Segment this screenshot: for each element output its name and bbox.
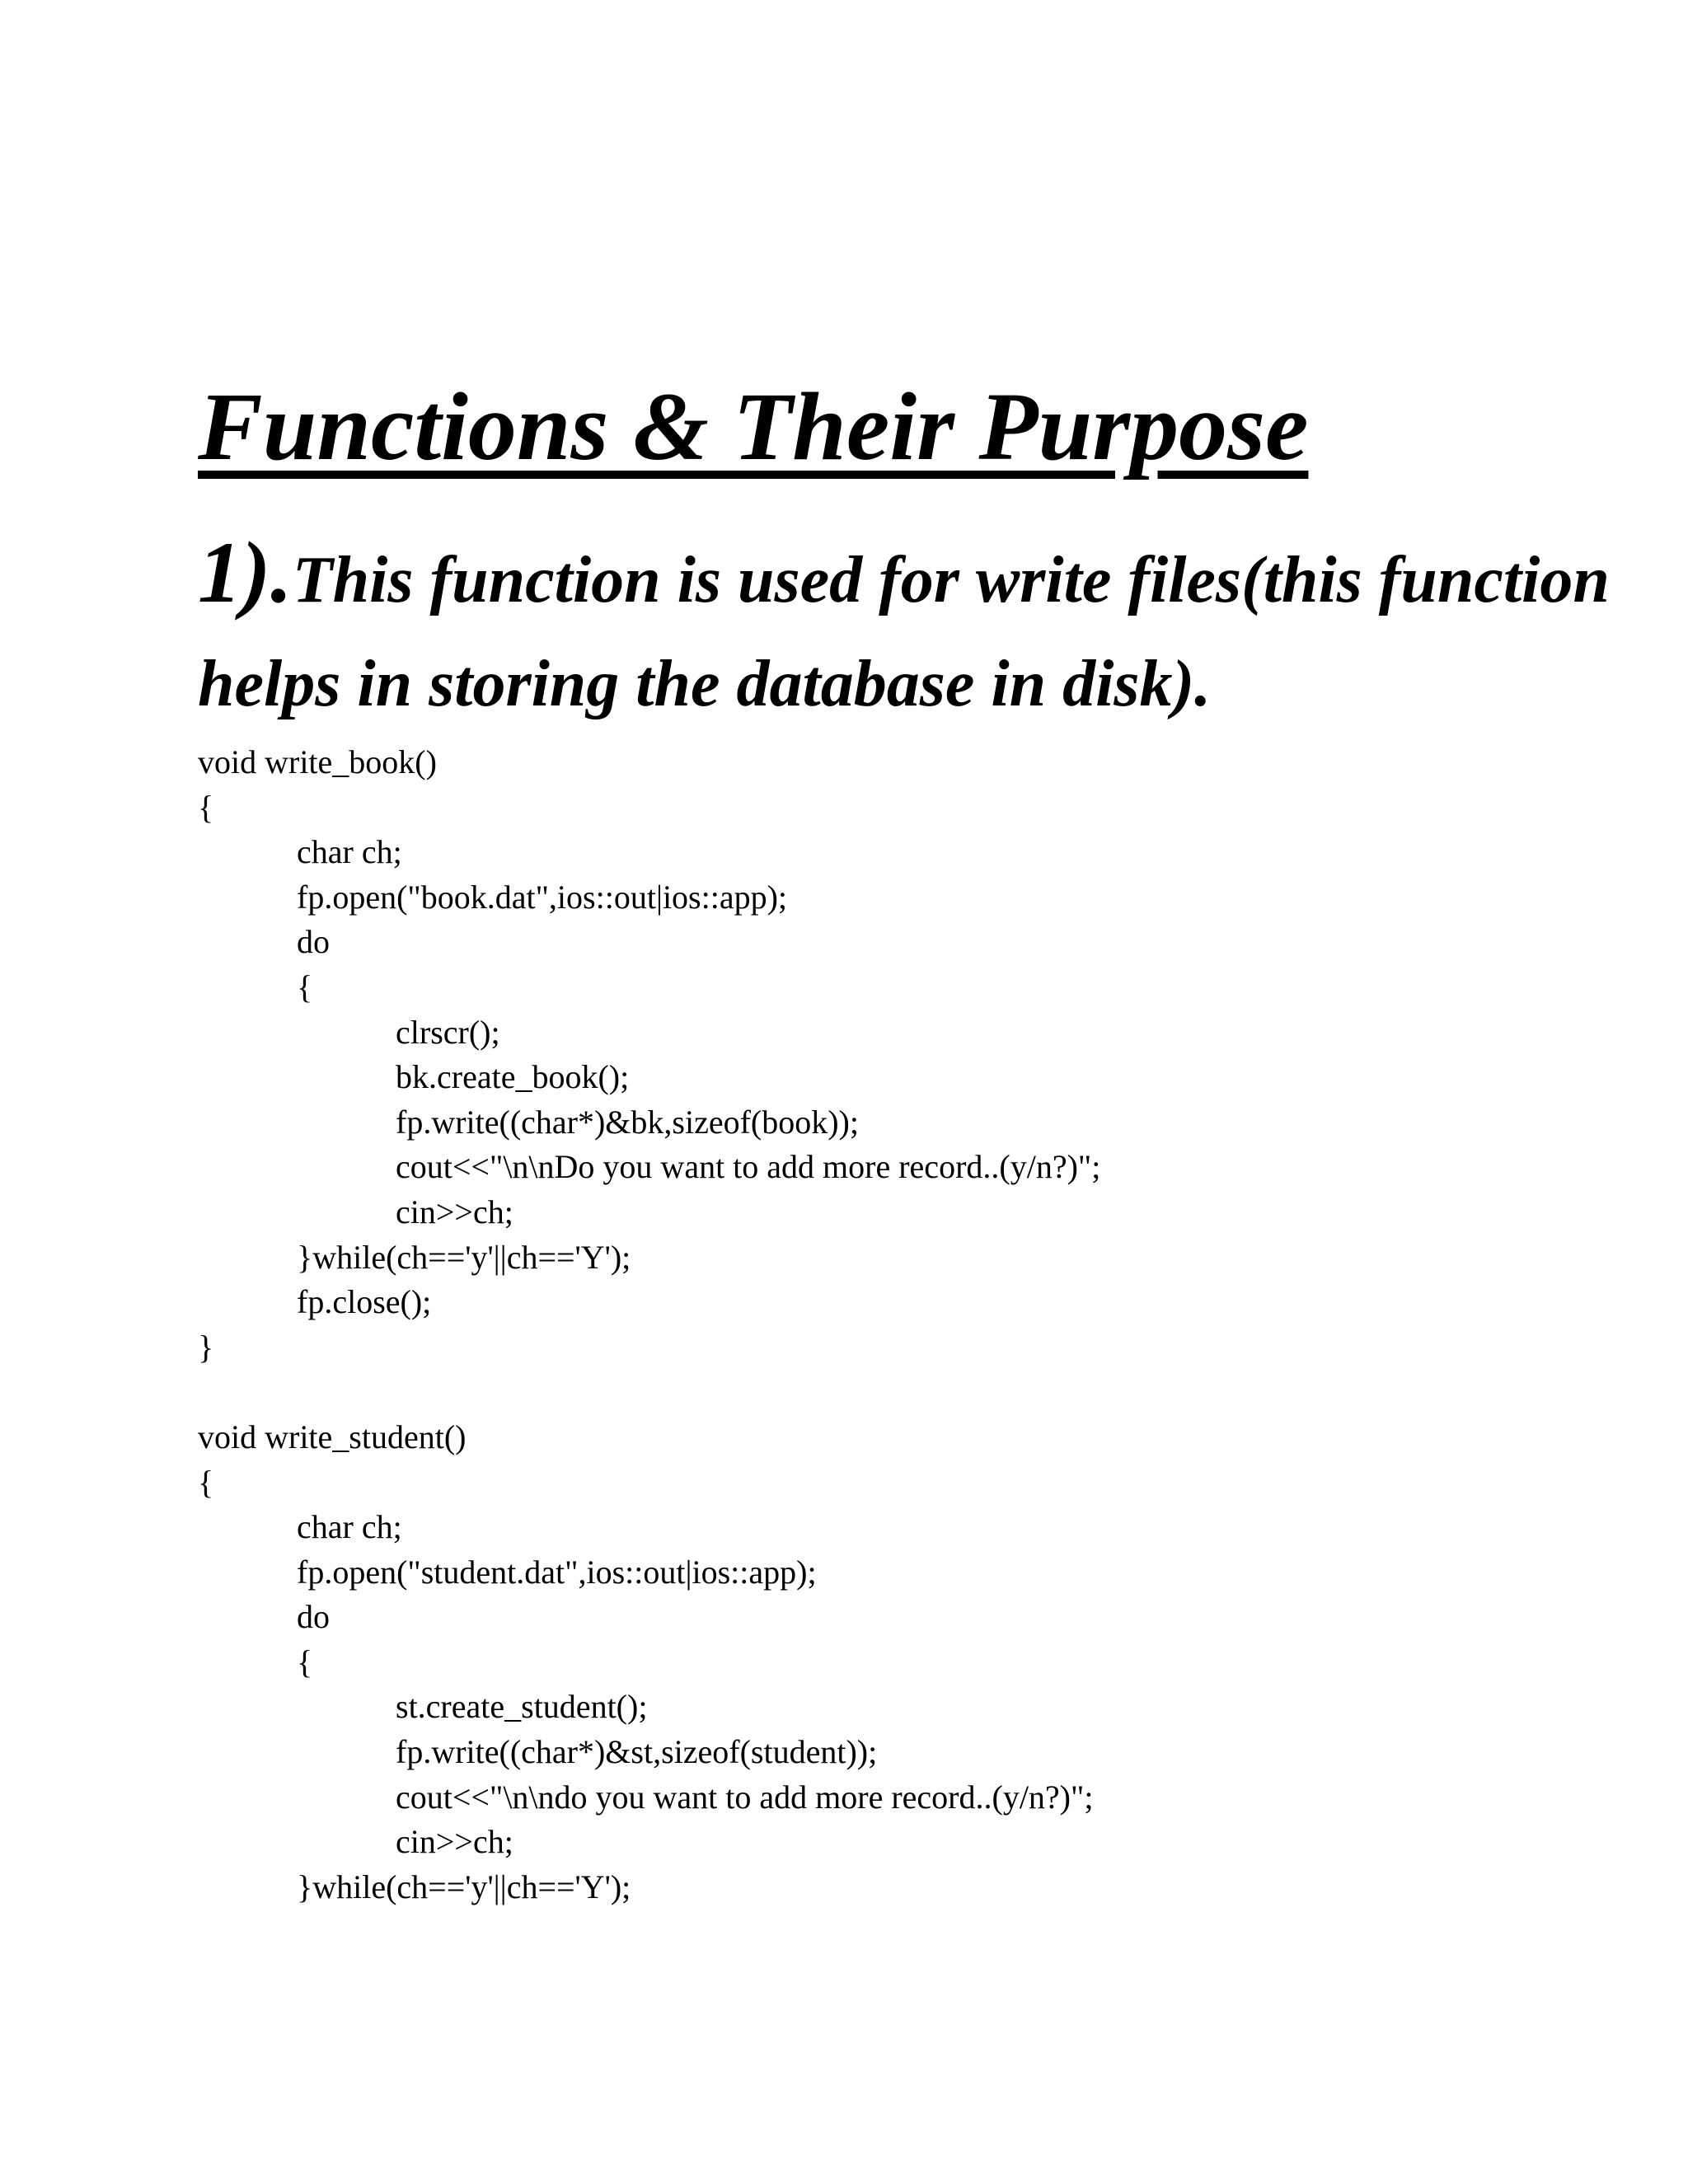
code-line: cout<<"\n\nDo you want to add more record..(y/n?)";	[396, 1148, 1101, 1186]
code-line: do	[297, 1598, 330, 1636]
code-line: fp.close();	[297, 1283, 432, 1321]
code-line: {	[198, 1463, 214, 1501]
code-block	[198, 740, 1100, 1910]
code-line: }	[198, 1328, 214, 1366]
code-line: do	[297, 923, 330, 961]
code-line: bk.create_book();	[396, 1058, 630, 1096]
section-heading	[198, 521, 1648, 736]
code-line: fp.write((char*)&st,sizeof(student));	[396, 1733, 878, 1771]
code-line: void write_student()	[198, 1418, 467, 1455]
code-line: {	[297, 1643, 313, 1680]
code-line: char ch;	[297, 1508, 402, 1546]
code-line: }while(ch=='y'||ch=='Y');	[297, 1868, 631, 1905]
code-line: cin>>ch;	[396, 1193, 513, 1230]
code-line: cin>>ch;	[396, 1823, 513, 1861]
code-line: fp.write((char*)&bk,sizeof(book));	[396, 1103, 859, 1141]
code-line: {	[198, 788, 214, 826]
code-line: clrscr();	[396, 1013, 500, 1051]
code-line: cout<<"\n\ndo you want to add more record..(y/n?)";	[396, 1778, 1094, 1816]
page-title: Functions & Their Purpose	[198, 373, 1309, 480]
code-line: void write_book()	[198, 743, 437, 780]
code-line: }while(ch=='y'||ch=='Y');	[297, 1238, 631, 1276]
code-line: st.create_student();	[396, 1688, 648, 1726]
section-heading-text: This function is used for write files(this function helps in storing the database in disk).	[198, 544, 1610, 720]
code-line: char ch;	[297, 833, 402, 871]
code-line: fp.open("book.dat",ios::out|ios::app);	[297, 878, 788, 916]
section-number: 1).	[198, 524, 293, 621]
code-line: fp.open("student.dat",ios::out|ios::app);	[297, 1553, 817, 1591]
code-line	[198, 1370, 1100, 1415]
code-line: {	[297, 968, 313, 1005]
